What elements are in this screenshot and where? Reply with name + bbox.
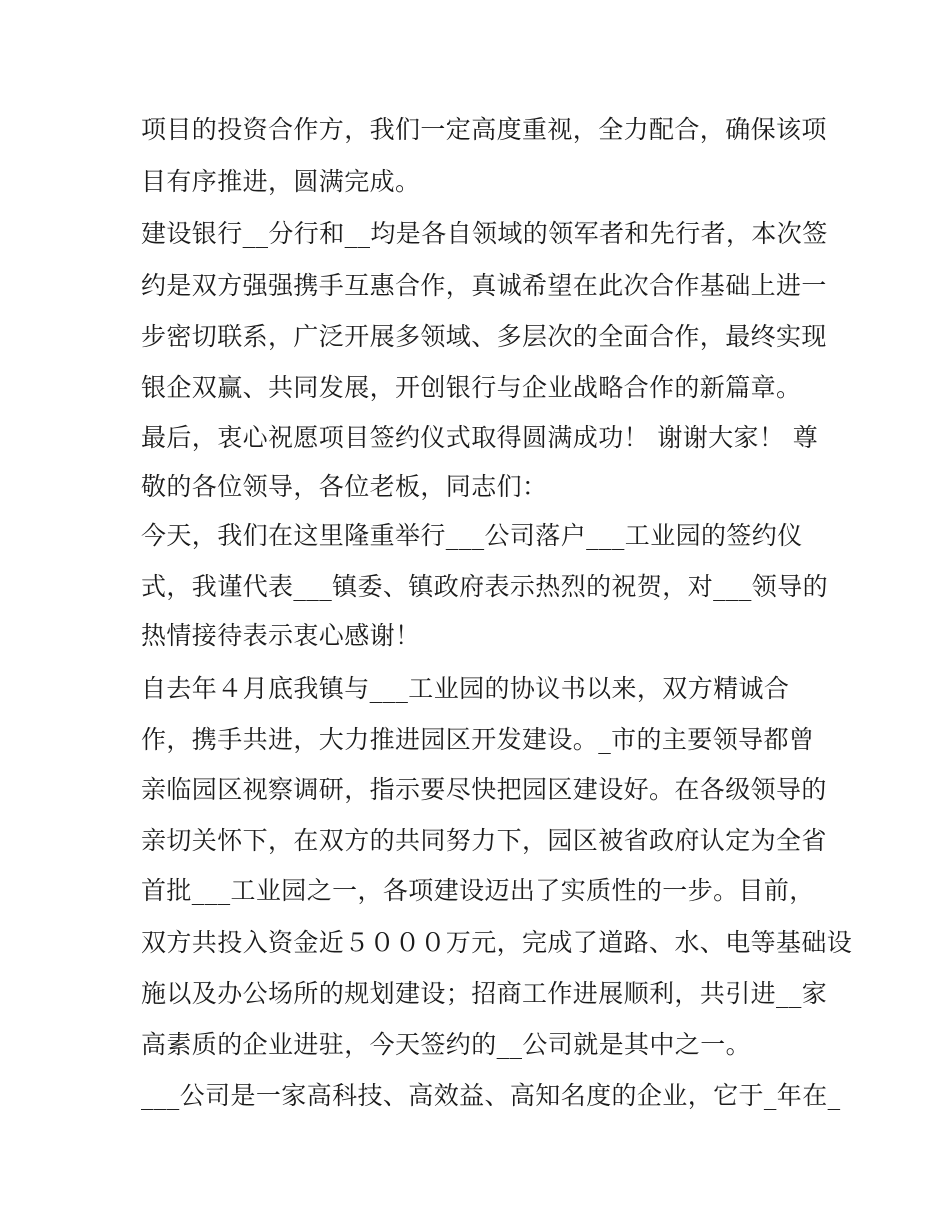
text-line: 施以及办公场所的规划建设；招商工作进展顺利，共引进__家 — [141, 979, 828, 1008]
text-line: 项目的投资合作方，我们一定高度重视，全力配合，确保该项 — [141, 115, 827, 144]
text-line: 高素质的企业进驻，今天签约的__公司就是其中之一。 — [141, 1030, 752, 1059]
text-line: 敬的各位领导，各位老板，同志们： — [141, 472, 548, 501]
text-line: 亲切关怀下，在双方的共同努力下，园区被省政府认定为全省 — [141, 826, 827, 855]
text-line: 首批___工业园之一，各项建设迈出了实质性的一步。目前， — [141, 876, 815, 905]
text-line: 今天，我们在这里隆重举行___公司落户___工业园的签约仪 — [141, 521, 803, 550]
text-line: 亲临园区视察调研，指示要尽快把园区建设好。在各级领导的 — [141, 775, 827, 804]
text-line: 最后，衷心祝愿项目签约仪式取得圆满成功！ 谢谢大家！ 尊 — [141, 423, 819, 452]
text-line: 热情接待表示衷心感谢！ — [141, 621, 421, 650]
text-line: 步密切联系，广泛开展多领域、多层次的全面合作，最终实现 — [141, 322, 827, 351]
text-line: 目有序推进，圆满完成。 — [141, 167, 421, 196]
text-line: 银企双赢、共同发展，开创银行与企业战略合作的新篇章。 — [141, 373, 802, 402]
text-line: 双方共投入资金近５０００万元，完成了道路、水、电等基础设 — [141, 928, 853, 957]
text-line: ___公司是一家高科技、高效益、高知名度的企业，它于_年在_ — [141, 1081, 841, 1110]
text-line: 作，携手共进，大力推进园区开发建设。_市的主要领导都曾 — [141, 725, 815, 754]
text-line: 式，我谨代表___镇委、镇政府表示热烈的祝贺，对___领导的 — [141, 572, 829, 601]
text-line: 约是双方强强携手互惠合作，真诚希望在此次合作基础上进一 — [141, 271, 827, 300]
text-line: 建设银行__分行和__均是各自领域的领军者和先行者，本次签 — [141, 219, 828, 248]
text-line: 自去年４月底我镇与___工业园的协议书以来，双方精诚合 — [141, 674, 790, 703]
